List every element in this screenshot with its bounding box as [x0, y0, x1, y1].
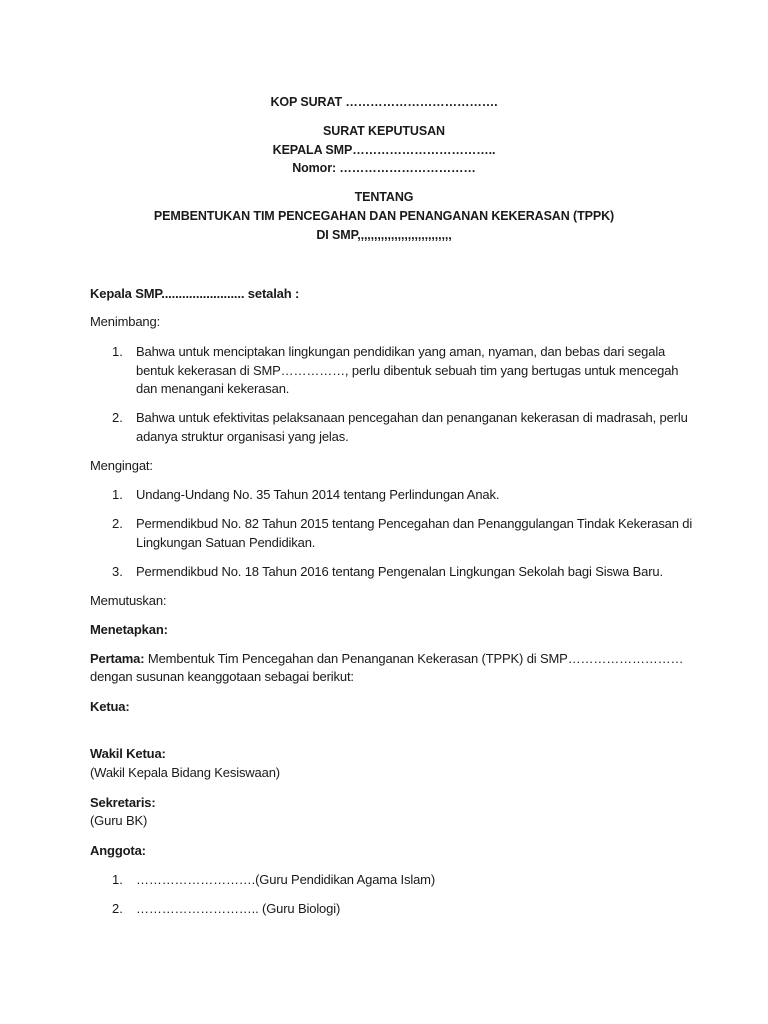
ketua-label: Ketua: [90, 699, 130, 714]
anggota-item-2: ……………………….. (Guru Biologi) [136, 901, 341, 916]
sekretaris-role: (Guru BK) [90, 813, 148, 828]
pertama-label: Pertama: [90, 651, 145, 666]
anggota-item-2-number: 2. [112, 901, 123, 916]
menimbang-item-2-number: 2. [112, 410, 123, 425]
mengingat-label: Mengingat: [90, 458, 153, 473]
tentang-heading: TENTANG [354, 190, 414, 204]
mengingat-item-2-number: 2. [112, 516, 123, 531]
pertama-text: Membentuk Tim Pencegahan dan Penanganan Kekerasan (TPPK) di SMP……………………… [144, 651, 684, 666]
kepala-smp-line: KEPALA SMP…………………………….. [272, 143, 496, 157]
sekretaris-label: Sekretaris: [90, 795, 156, 810]
nomor-line: Nomor: …………………………… [292, 161, 476, 175]
mengingat-item-3-number: 3. [112, 564, 123, 579]
document-title: SURAT KEPUTUSAN [323, 124, 445, 138]
memutuskan-label: Memutuskan: [90, 593, 167, 608]
wakil-ketua-role: (Wakil Kepala Bidang Kesiswaan) [90, 765, 280, 780]
menimbang-item-1-number: 1. [112, 344, 123, 359]
mengingat-item-1-number: 1. [112, 487, 123, 502]
anggota-label: Anggota: [90, 843, 146, 858]
subject-line: PEMBENTUKAN TIM PENCEGAHAN DAN PENANGANAN KEKERASAN (TPPK) [153, 209, 615, 223]
menimbang-item-2: Bahwa untuk efektivitas pelaksanaan pencegahan dan penanganan kekerasan di madrasah, perlu adanya struktur organisasi yang jelas. [136, 410, 688, 444]
menimbang-label: Menimbang: [90, 314, 161, 329]
menimbang-item-1: Bahwa untuk menciptakan lingkungan pendidikan yang aman, nyaman, dan bebas dari segala bentuk kekerasan di SMP……………, perlu dibentuk sebuah tim yang bertugas untuk mencegah dan menangani kekerasan. [136, 344, 679, 396]
wakil-ketua-label: Wakil Ketua: [90, 746, 166, 761]
mengingat-item-1: Undang-Undang No. 35 Tahun 2014 tentang Perlindungan Anak. [136, 487, 500, 502]
anggota-item-1: ……………………….(Guru Pendidikan Agama Islam) [136, 872, 436, 887]
pertama-line-1 [90, 650, 683, 668]
opening-line: Kepala SMP........................ setalah : [90, 286, 300, 301]
mengingat-item-2: Permendikbud No. 82 Tahun 2015 tentang Pencegahan dan Penanggulangan Tindak Kekerasan di Lingkungan Satuan Pendidikan. [136, 516, 693, 550]
kop-surat: KOP SURAT ………………………………. [270, 95, 498, 109]
pertama-line-2: dengan susunan keanggotaan sebagai berikut: [90, 669, 354, 684]
di-smp-line: DI SMP,,,,,,,,,,,,,,,,,,,,,,,,,,,, [316, 228, 452, 242]
anggota-item-1-number: 1. [112, 872, 123, 887]
mengingat-item-3: Permendikbud No. 18 Tahun 2016 tentang Pengenalan Lingkungan Sekolah bagi Siswa Baru. [136, 564, 663, 579]
menetapkan-label: Menetapkan: [90, 622, 168, 637]
